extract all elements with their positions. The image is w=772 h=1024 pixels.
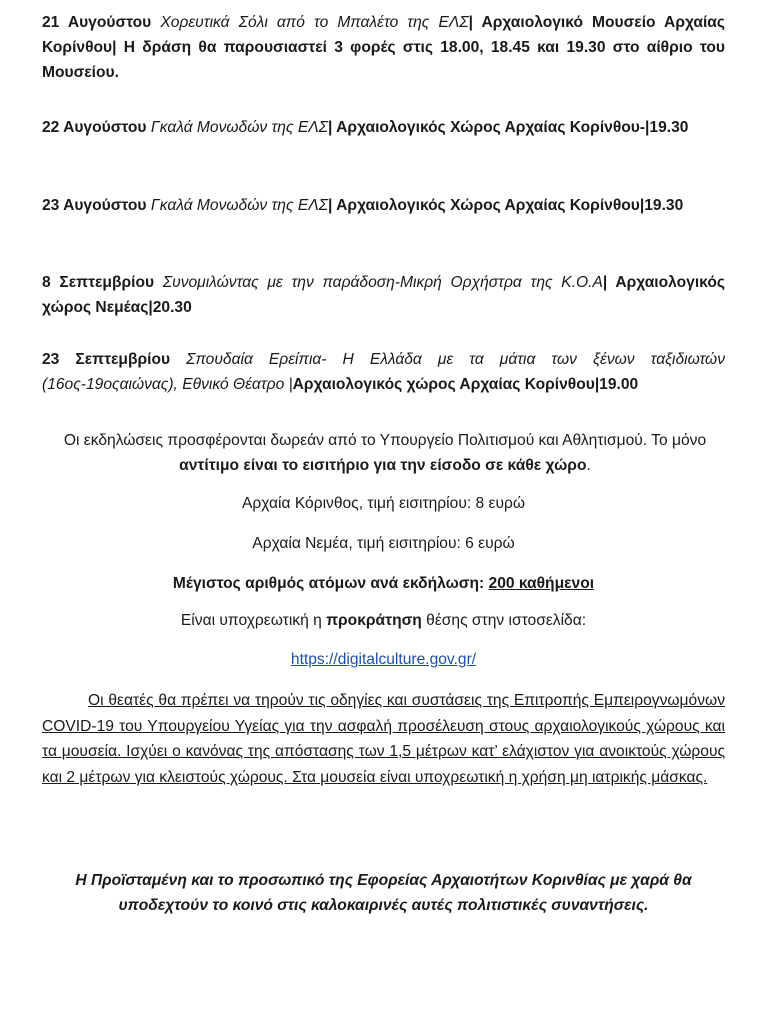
intro-bold-text: αντίτιμο είναι το εισιτήριο για την είσοδο σε κάθε χώρο [179,457,587,474]
booking-post: θέσης στην ιστοσελίδα: [421,612,587,629]
event-date: 8 Σεπτεμβρίου [42,274,155,291]
booking-pre: Είναι υποχρεωτική η [180,612,327,629]
event-title: Χορευτικά Σόλι από το Μπαλέτο της ΕΛΣ [160,14,469,31]
event-item-1 [42,10,725,85]
event-venue: | Αρχαιολογικός χώρος Νεμέας|20.30 [42,274,725,316]
capacity-label: Μέγιστος αριθμός ατόμων ανά εκδήλωση: [172,575,489,592]
booking-link-line [42,648,725,672]
event-venue: Αρχαιολογικός χώρος Αρχαίας Κορίνθου|19.00 [292,376,639,393]
event-item-2 [42,115,725,140]
capacity-value: 200 καθήμενοι [488,575,595,592]
event-venue: | Αρχαιολογικό Μουσείο Αρχαίας Κορίνθου| Η δράση θα παρουσιαστεί 3 φορές στις 18.00, 18.45 και 19.30 στο αίθριο του Μουσείου. [42,14,725,81]
event-item-3 [42,193,725,218]
event-item-4 [42,270,725,320]
ticket-price-korinthos: Αρχαία Κόρινθος, τιμή εισιτηρίου: 8 ευρώ [241,495,526,512]
closing-message: Η Προϊσταμένη και το προσωπικό της Εφορείας Αρχαιοτήτων Κορινθίας με χαρά θα υποδεχτούν το κοινό στις καλοκαιρινές αυτές πολιτιστικές συναντήσεις. [75,872,692,914]
free-admission-paragraph [60,428,710,478]
event-title: Συνομιλώντας με την παράδοση-Μικρή Ορχήστρα της Κ.Ο.Α [162,274,603,291]
intro-end: . [586,457,591,474]
event-date: 22 Αυγούστου [42,119,147,136]
booking-line [42,609,725,633]
booking-bold: προκράτηση [326,612,422,629]
event-title: Σπουδαία Ερείπια- Η Ελλάδα με τα μάτια των ξένων ταξιδιωτών (16ος-19οςαιώνας), Εθνικό Θέατρο | [42,351,726,393]
event-venue: | Αρχαιολογικός Χώρος Αρχαίας Κορίνθου-|19.30 [328,119,689,136]
ticket-price-nemea: Αρχαία Νεμέα, τιμή εισιτηρίου: 6 ευρώ [252,535,515,552]
capacity-line [42,572,725,596]
event-date: 21 Αυγούστου [42,14,152,31]
event-date: 23 Σεπτεμβρίου [42,351,171,368]
event-title: Γκαλά Μονωδών της ΕΛΣ [150,119,329,136]
event-title: Γκαλά Μονωδών της ΕΛΣ [150,197,329,214]
event-item-5 [42,347,725,397]
covid-notice: Οι θεατές θα πρέπει να τηρούν τις οδηγίες και συστάσεις της Επιτροπής Εμπειρογνωμόνων COVID-19 του Υπουργείου Υγείας για την ασφαλή προσέλευση στους αρχαιολογικούς χώρους και τα μουσεία. Ισχύει ο κανόνας της απόστασης των 1,5 μέτρων κατ’ ελάχιστον για ανοικτούς χώρους και 2 μέτρων για κλειστούς χώρους. Στα μουσεία είναι υποχρεωτική η χρήση μη ιατρικής μάσκας. [42,692,725,786]
booking-link[interactable]: https://digitalculture.gov.gr/ [290,651,477,668]
event-date: 23 Αυγούστου [42,197,147,214]
intro-text: Οι εκδηλώσεις προσφέρονται δωρεάν από το Υπουργείο Πολιτισμού και Αθλητισμού. Το μόνο [63,432,707,449]
event-venue: | Αρχαιολογικός Χώρος Αρχαίας Κορίνθου|19.30 [328,197,684,214]
